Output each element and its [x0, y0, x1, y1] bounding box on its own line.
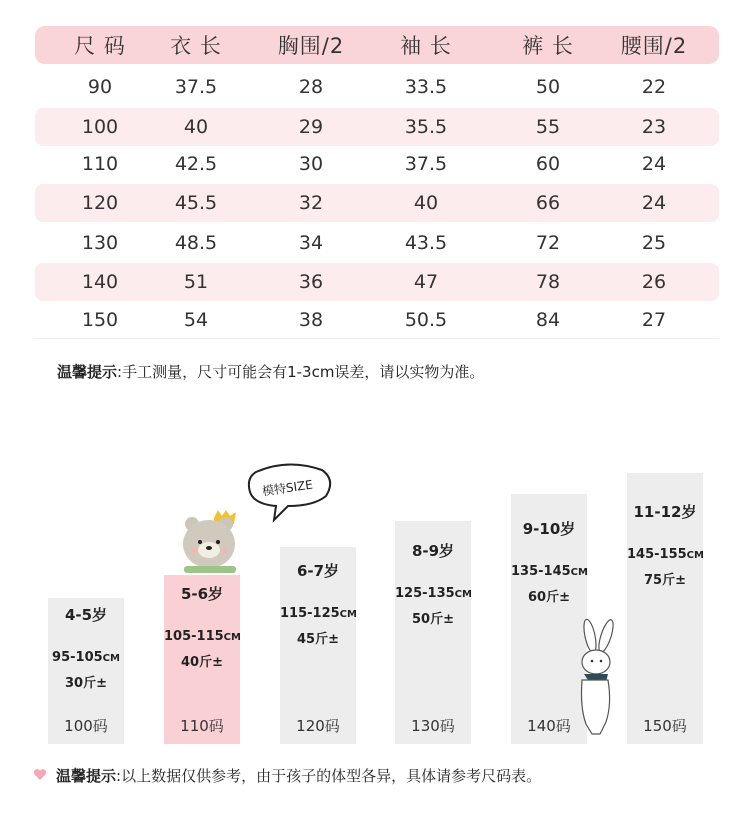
table-cell: 26	[641, 271, 667, 293]
table-cell: 40	[183, 116, 209, 138]
bar-height-value: 115-125	[280, 606, 340, 621]
table-cell: 37.5	[174, 76, 218, 98]
speech-bubble	[244, 462, 332, 524]
size-bar	[164, 575, 240, 744]
size-bar	[395, 521, 471, 744]
bar-height-value: 145-155	[627, 547, 687, 562]
table-header-cell: 腰围/2	[620, 34, 688, 58]
table-cell: 32	[298, 192, 324, 214]
note-label: 温馨提示	[56, 767, 117, 785]
table-header-row	[35, 26, 719, 64]
table-cell: 45.5	[174, 192, 218, 214]
table-cell: 100	[81, 116, 119, 138]
table-cell: 24	[641, 153, 667, 175]
bar-size-label: 100码	[64, 717, 108, 735]
table-cell: 50.5	[404, 309, 448, 331]
table-cell: 37.5	[404, 153, 448, 175]
table-cell: 30	[298, 153, 324, 175]
table-cell: 35.5	[404, 116, 448, 138]
bar-weight: 75斤±	[644, 573, 686, 588]
table-cell: 38	[298, 309, 324, 331]
table-cell: 66	[535, 192, 561, 214]
table-cell: 78	[535, 271, 561, 293]
note-measurement	[57, 361, 484, 382]
bar-height-unit: CM	[454, 589, 472, 600]
bar-height-unit: CM	[339, 609, 357, 620]
size-bar	[48, 598, 124, 744]
bar-height-range	[395, 586, 471, 601]
bar-size-label: 130码	[411, 717, 455, 735]
bar-height-value: 135-145	[511, 564, 571, 579]
table-row	[35, 68, 719, 106]
bar-age: 4-5岁	[64, 606, 108, 624]
bar-size-label: 120码	[296, 717, 340, 735]
table-cell: 36	[298, 271, 324, 293]
table-cell: 42.5	[174, 153, 218, 175]
table-cell: 22	[641, 76, 667, 98]
size-bar	[627, 473, 703, 744]
bar-height-range	[164, 629, 240, 644]
table-row	[35, 108, 719, 146]
bar-height-range	[280, 606, 356, 621]
table-cell: 84	[535, 309, 561, 331]
bar-age: 6-7岁	[296, 562, 340, 580]
table-cell: 72	[535, 232, 561, 254]
table-cell: 90	[87, 76, 113, 98]
table-cell: 51	[183, 271, 209, 293]
table-cell: 48.5	[174, 232, 218, 254]
table-cell: 27	[641, 309, 667, 331]
table-cell: 110	[81, 153, 119, 175]
table-row	[35, 224, 719, 262]
table-header-cell: 袖 长	[400, 34, 452, 58]
table-header-cell: 胸围/2	[277, 34, 345, 58]
table-header-cell: 衣 长	[170, 34, 222, 58]
bar-age: 9-10岁	[522, 520, 576, 538]
table-cell: 43.5	[404, 232, 448, 254]
table-cell: 130	[81, 232, 119, 254]
note-label: 温馨提示	[57, 363, 118, 381]
bar-size-label: 140码	[527, 717, 571, 735]
table-cell: 120	[81, 192, 119, 214]
table-header-cell: 裤 长	[522, 34, 574, 58]
table-header-cell: 尺 码	[74, 34, 126, 58]
heart-icon	[33, 768, 47, 781]
note-text: :手工测量，尺寸可能会有1-3cm误差，请以实物为准。	[117, 363, 485, 381]
bar-height-range	[48, 650, 124, 665]
bar-height-value: 95-105	[52, 650, 103, 665]
table-cell: 28	[298, 76, 324, 98]
table-cell: 29	[298, 116, 324, 138]
table-cell: 47	[413, 271, 439, 293]
table-cell: 23	[641, 116, 667, 138]
table-cell: 140	[81, 271, 119, 293]
table-cell: 54	[183, 309, 209, 331]
bar-height-unit: CM	[102, 653, 120, 664]
bar-size-label: 150码	[643, 717, 687, 735]
table-row	[35, 263, 719, 301]
bar-weight: 50斤±	[412, 612, 454, 627]
bar-height-range	[511, 564, 587, 579]
table-divider	[35, 338, 719, 339]
size-bar	[280, 547, 356, 744]
bar-height-unit: CM	[570, 567, 588, 578]
bar-height-value: 125-135	[395, 586, 455, 601]
table-cell: 34	[298, 232, 324, 254]
table-row	[35, 184, 719, 222]
rabbit-illustration	[566, 618, 626, 736]
note-text: :以上数据仅供参考，由于孩子的体型各异，具体请参考尺码表。	[116, 767, 542, 785]
table-cell: 25	[641, 232, 667, 254]
bar-size-label: 110码	[180, 717, 224, 735]
bar-weight: 60斤±	[528, 590, 570, 605]
note-reference	[56, 765, 541, 786]
table-cell: 40	[413, 192, 439, 214]
table-cell: 24	[641, 192, 667, 214]
bar-weight: 30斤±	[65, 676, 107, 691]
table-cell: 33.5	[404, 76, 448, 98]
bar-weight: 45斤±	[297, 632, 339, 647]
table-cell: 50	[535, 76, 561, 98]
bar-height-value: 105-115	[164, 629, 224, 644]
bar-height-range	[627, 547, 703, 562]
table-cell: 60	[535, 153, 561, 175]
table-row	[35, 146, 719, 182]
table-row	[35, 302, 719, 338]
bear-illustration	[180, 510, 242, 576]
bar-weight: 40斤±	[181, 655, 223, 670]
table-cell: 150	[81, 309, 119, 331]
bar-age: 11-12岁	[633, 503, 697, 521]
bar-height-unit: CM	[223, 632, 241, 643]
bar-age: 8-9岁	[411, 542, 455, 560]
bar-age: 5-6岁	[180, 585, 224, 603]
bubble-text: 模特SIZE	[261, 477, 314, 499]
table-cell: 55	[535, 116, 561, 138]
bar-height-unit: CM	[686, 550, 704, 561]
